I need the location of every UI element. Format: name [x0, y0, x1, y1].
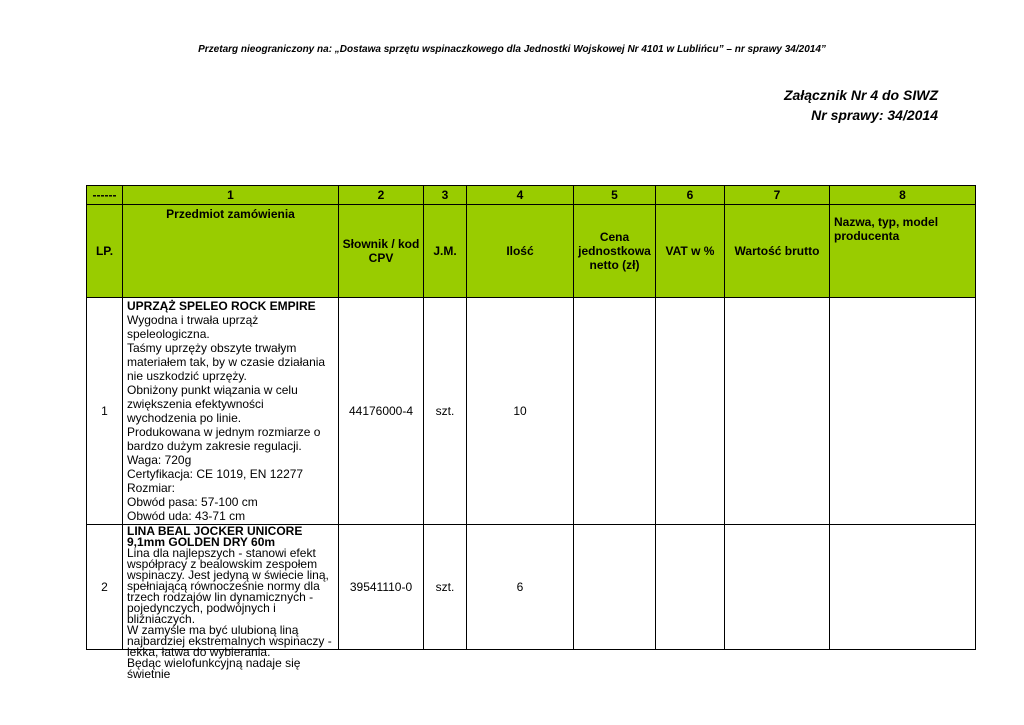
row-vat-cell[interactable] [656, 298, 725, 525]
table-row [87, 298, 976, 525]
desc-line: Taśmy uprzęży obszyte trwałym materiałem tak, by w czasie działania nie uszkodzić uprzęży. [127, 341, 326, 383]
header-lp: LP. [87, 205, 123, 298]
row-unit: szt. [424, 525, 467, 650]
header-cpv: Słownik / kod CPV [339, 205, 424, 298]
desc-line: Rozmiar: [127, 481, 176, 495]
row-description [123, 298, 339, 525]
header-producer: Nazwa, typ, model producenta [830, 205, 976, 298]
desc-line: Obniżony punkt wiązania w celu zwiększenia efektywności wychodzenia po linie. [127, 383, 298, 425]
column-number: 4 [467, 186, 574, 205]
row-unit-price-cell[interactable] [574, 298, 656, 525]
column-number: 2 [339, 186, 424, 205]
row-producer-cell[interactable] [830, 298, 976, 525]
desc-line: Obwód pasa: 57-100 cm [127, 495, 258, 509]
column-number: 6 [656, 186, 725, 205]
row-lp: 1 [87, 298, 123, 525]
header-subject: Przedmiot zamówienia [123, 205, 339, 298]
header-qty: Ilość [467, 205, 574, 298]
row-gross-cell[interactable] [725, 298, 830, 525]
attachment-title: Załącznik Nr 4 do SIWZ [783, 87, 938, 103]
header-vat: VAT w % [656, 205, 725, 298]
row-unit: szt. [424, 298, 467, 525]
column-number: 5 [574, 186, 656, 205]
header-gross: Wartość brutto [725, 205, 830, 298]
column-number: 1 [123, 186, 339, 205]
column-number: 7 [725, 186, 830, 205]
desc-line: Produkowana w jednym rozmiarze o bardzo dużym zakresie regulacji. [127, 425, 321, 453]
desc-line: Certyfikacja: CE 1019, EN 12277 [127, 467, 304, 481]
column-number-row [87, 186, 976, 205]
row-qty: 10 [467, 298, 574, 525]
row-unit-price-cell[interactable] [574, 525, 656, 650]
row-vat-cell[interactable] [656, 525, 725, 650]
case-number: Nr sprawy: 34/2014 [811, 107, 938, 123]
desc-line: Lina dla najlepszych - stanowi efekt współpracy z bealowskim zespołem wspinaczy. Jest jedyną w świecie liną, spełniającą równocześnie normy dla trzech rodzajów lin dynamicznych - pojedynczych, podwójnych i bliźniaczych. [127, 546, 329, 626]
row-description [123, 524, 339, 681]
column-number: 3 [424, 186, 467, 205]
tender-title: Przetarg nieograniczony na: „Dostawa sprzętu wspinaczkowego dla Jednostki Wojskowej Nr 4101 w Lublińcu” – nr sprawy 34/2014” [198, 44, 826, 55]
row-qty: 6 [467, 525, 574, 650]
table-row [87, 525, 976, 650]
desc-line: Wygodna i trwała uprząż speleologiczna. [127, 313, 259, 341]
desc-line: W zamyśle ma być ulubioną liną najbardziej ekstremalnych wspinaczy - lekka, łatwa do wybierania. [127, 623, 332, 659]
column-number: ------ [87, 186, 123, 205]
desc-line: Waga: 720g [127, 453, 192, 467]
desc-line: Obwód uda: 43-71 cm [127, 509, 246, 523]
header-row [87, 205, 976, 298]
row-producer-cell[interactable] [830, 525, 976, 650]
header-unit: J.M. [424, 205, 467, 298]
row-title: UPRZĄŻ SPELEO ROCK EMPIRE [127, 299, 316, 313]
row-cpv: 39541110-0 [339, 525, 424, 650]
desc-line: Będąc wielofunkcyjną nadaje się świetnie [127, 656, 301, 681]
header-unit-price: Cena jednostkowa netto (zł) [574, 205, 656, 298]
row-gross-cell[interactable] [725, 525, 830, 650]
row-title: LINA BEAL JOCKER UNICORE 9,1mm GOLDEN DRY 60m [127, 524, 303, 549]
column-number: 8 [830, 186, 976, 205]
row-cpv: 44176000-4 [339, 298, 424, 525]
offer-table [86, 185, 976, 681]
row-lp: 2 [87, 525, 123, 650]
